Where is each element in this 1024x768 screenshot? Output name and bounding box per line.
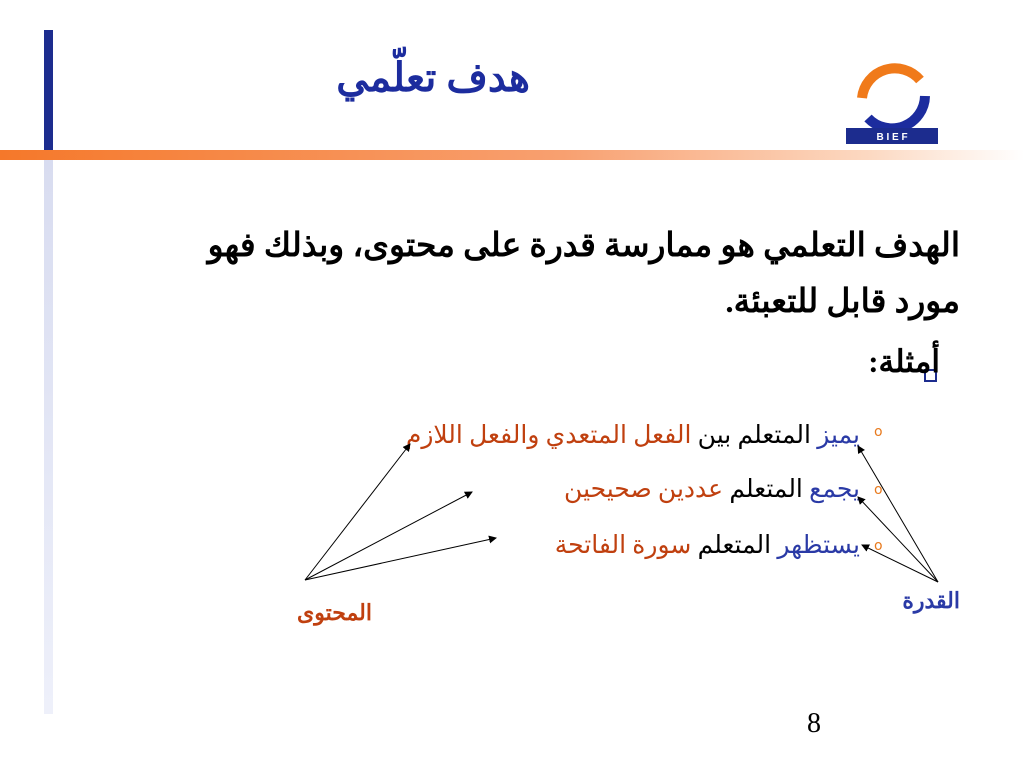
example-verb: يجمع bbox=[809, 476, 860, 503]
example-middle: المتعلم بين bbox=[691, 422, 818, 449]
left-accent-bar-light bbox=[44, 154, 53, 714]
logo-text: B I E F bbox=[876, 132, 908, 143]
main-paragraph: الهدف التعلمي هو ممارسة قدرة على محتوى، وبذلك فهو مورد قابل للتعبئة. bbox=[207, 228, 960, 320]
arrow-ability-1 bbox=[858, 446, 938, 582]
examples-heading: أمثلة: bbox=[868, 344, 940, 379]
slide-title: هدف تعلّمي bbox=[336, 55, 530, 100]
example-content: عددين صحيحين bbox=[564, 476, 724, 503]
content-label: المحتوى bbox=[297, 600, 372, 625]
bief-logo bbox=[842, 36, 942, 148]
example-line-1 bbox=[280, 416, 860, 456]
left-accent-bar bbox=[44, 30, 53, 154]
example-verb: يستظهر bbox=[777, 532, 860, 559]
arrow-ability-2 bbox=[858, 497, 938, 582]
circle-bullet-icon: o bbox=[874, 538, 883, 554]
page-number: 8 bbox=[807, 708, 821, 739]
example-line-3 bbox=[280, 526, 860, 566]
example-content: الفعل المتعدي والفعل اللازم bbox=[405, 422, 692, 449]
circle-bullet-icon: o bbox=[874, 482, 883, 498]
example-content: سورة الفاتحة bbox=[554, 532, 692, 559]
example-verb: يميز bbox=[817, 422, 860, 449]
header-divider bbox=[0, 150, 1024, 160]
example-middle: المتعلم bbox=[691, 532, 778, 559]
example-line-2 bbox=[280, 470, 860, 510]
ability-label: القدرة bbox=[902, 588, 960, 613]
example-middle: المتعلم bbox=[723, 476, 810, 503]
circle-bullet-icon: o bbox=[874, 424, 883, 440]
